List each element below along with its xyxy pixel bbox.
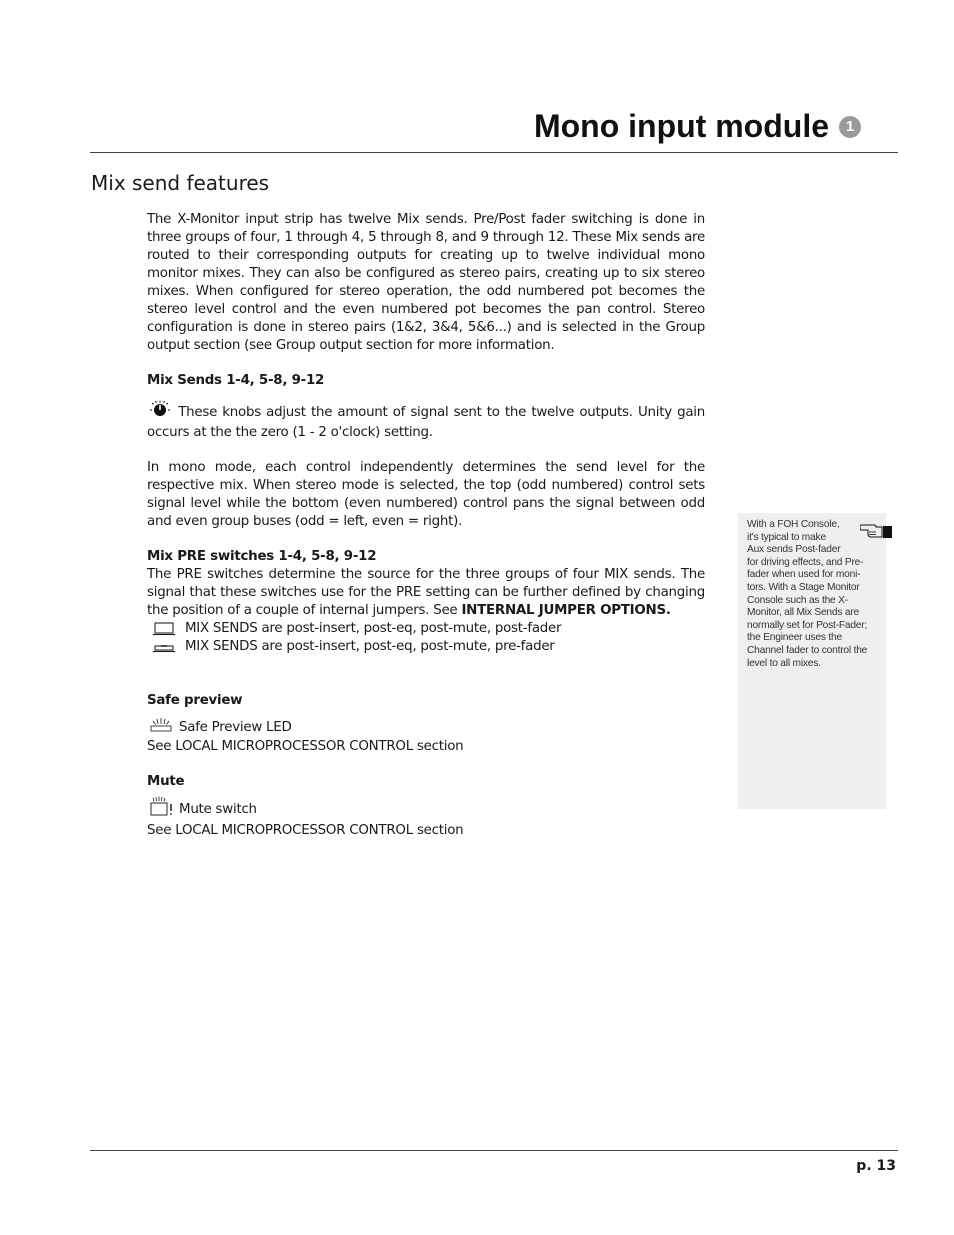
switch-down-icon	[153, 639, 175, 655]
page-title-text: Mono input module	[533, 108, 829, 144]
safe-preview-item	[147, 716, 705, 738]
sidebar-note-line: Console such as the X-	[747, 594, 848, 606]
jumper-options-reference: INTERNAL JUMPER OPTIONS.	[461, 603, 671, 618]
switch-down-option	[147, 638, 705, 656]
mute-heading: Mute	[147, 774, 185, 789]
safe-preview-item-text: Safe Preview LED	[179, 720, 292, 735]
sidebar-note-line: Monitor, all Mix Sends are	[747, 607, 860, 619]
sidebar-note-line: Aux sends Post-fader	[747, 544, 841, 556]
page-number: p. 13	[856, 1158, 896, 1174]
page-title	[534, 108, 861, 145]
mute-item-text: Mute switch	[179, 802, 257, 817]
sidebar-note-line: fader when used for moni-	[747, 569, 861, 581]
sidebar-note-line: for driving effects, and Pre-	[747, 556, 864, 568]
pre-switches-heading: Mix PRE switches 1-4, 5-8, 9-12	[147, 549, 377, 564]
sidebar-note-line: With a FOH Console,	[747, 519, 840, 530]
sidebar-note-line: normally set for Post-Fader;	[747, 619, 868, 631]
main-content	[147, 211, 705, 840]
mute-item	[147, 796, 705, 822]
pre-switches-text: The PRE switches determine the source for the three groups of four MIX sends. The signal that these switches use for the PRE setting can be further defined by changing the position of a couple of internal jumpers. See	[147, 567, 705, 618]
pre-switches-description	[147, 566, 705, 620]
knob-icon	[147, 400, 173, 424]
mix-sends-description	[147, 400, 705, 442]
sidebar-note-line: tors. With a Stage Monitor	[747, 581, 860, 593]
led-icon	[147, 716, 175, 738]
safe-preview-see: See LOCAL MICROPROCESSOR CONTROL section	[147, 739, 464, 754]
switch-up-option	[147, 620, 705, 638]
sidebar-note-text	[747, 519, 877, 670]
section-title: Mix send features	[91, 171, 270, 195]
safe-preview-heading: Safe preview	[147, 693, 243, 708]
header-divider	[90, 152, 898, 153]
sidebar-note	[738, 513, 886, 809]
switch-up-icon	[153, 621, 175, 637]
mono-mode-paragraph: In mono mode, each control independently determines the send level for the respective mix. When stereo mode is selected, the top (odd numbered) control sets signal level while the bottom (even numbered) control pans the signal between odd and even group buses (odd = left, even = right).	[147, 460, 705, 529]
pointing-hand-icon	[860, 519, 894, 539]
chapter-number-badge: 1	[839, 116, 861, 138]
sidebar-note-line: it's typical to make	[747, 531, 826, 543]
intro-paragraph: The X-Monitor input strip has twelve Mix sends. Pre/Post fader switching is done in three groups of four, 1 through 4, 5 through 8, and 9 through 12. These Mix sends are routed to their corresponding outputs for creating up to twelve individual mono monitor mixes. They can also be configured as stereo pairs, creating up to six stereo mixes. When configured for stereo operation, the odd numbered pot becomes the stereo level control and the even numbered pot becomes the pan control. Stereo configuration is done in stereo pairs (1&2, 3&4, 5&6...) and is selected in the Group output section (see Group output section for more information.	[147, 212, 705, 353]
mix-sends-heading: Mix Sends 1-4, 5-8, 9-12	[147, 373, 325, 388]
sidebar-note-line: the Engineer uses the	[747, 632, 842, 644]
mix-sends-description-text: These knobs adjust the amount of signal sent to the twelve outputs. Unity gain occurs at the the zero (1 - 2 o'clock) setting.	[147, 405, 705, 440]
mute-see: See LOCAL MICROPROCESSOR CONTROL section	[147, 823, 464, 838]
switch-up-option-text: MIX SENDS are post-insert, post-eq, post-mute, post-fader	[185, 621, 562, 636]
sidebar-note-line: Channel fader to control the	[747, 644, 868, 656]
mute-switch-icon	[147, 796, 175, 822]
switch-down-option-text: MIX SENDS are post-insert, post-eq, post-mute, pre-fader	[185, 639, 555, 654]
footer-divider	[90, 1150, 898, 1151]
sidebar-note-line: level to all mixes.	[747, 657, 821, 669]
